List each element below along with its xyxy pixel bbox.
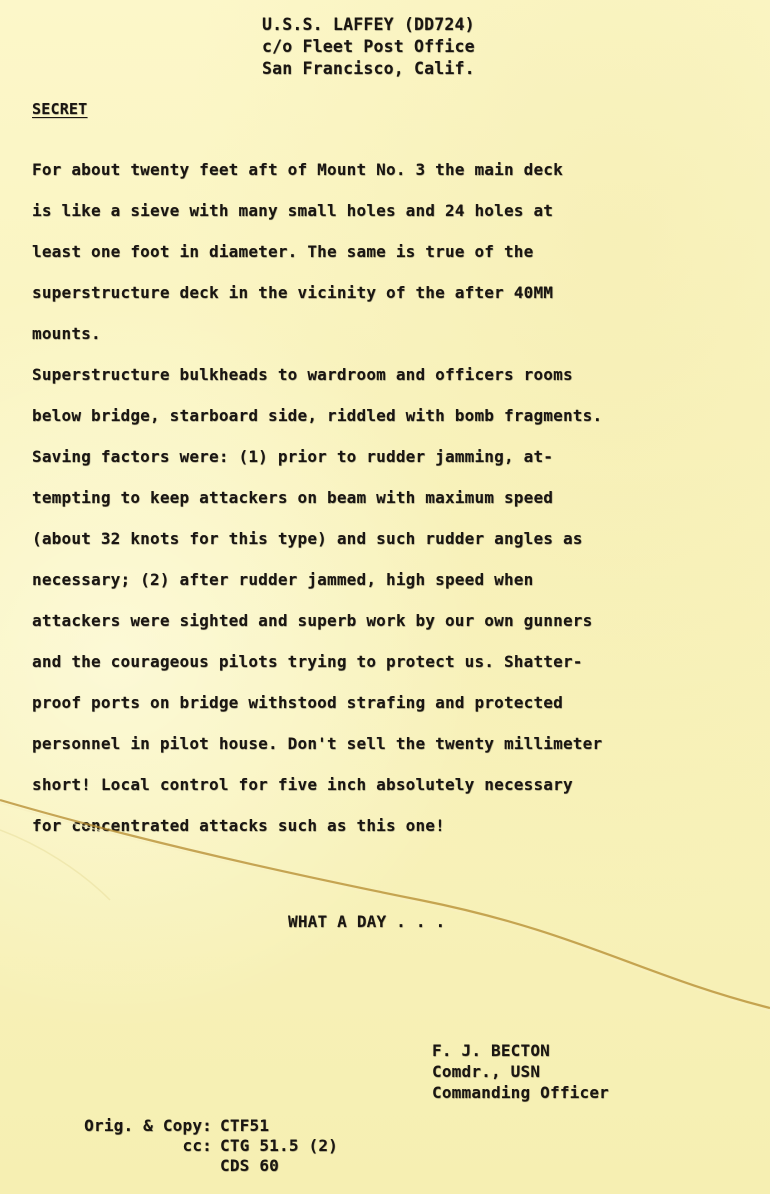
distribution-original-label: Orig. & Copy: xyxy=(84,1116,212,1135)
distribution-cc-value: CDS 60 xyxy=(220,1156,279,1175)
body-line: tempting to keep attackers on beam with maximum speed xyxy=(32,488,554,507)
signature-title: Commanding Officer xyxy=(432,1083,609,1102)
body-line: (about 32 knots for this type) and such rudder angles as xyxy=(32,529,583,548)
body-line: mounts. xyxy=(32,324,101,343)
distribution-cc-extra xyxy=(32,1156,338,1176)
body-line: for concentrated attacks such as this one! xyxy=(32,816,445,835)
signature-block xyxy=(432,1040,609,1103)
distribution-original-value: CTF51 xyxy=(220,1116,270,1135)
body-line: attackers were sighted and superb work by our own gunners xyxy=(32,611,593,630)
letter-body xyxy=(32,158,762,855)
body-line: short! Local control for five inch absolutely necessary xyxy=(32,775,573,794)
distribution-original xyxy=(32,1116,338,1136)
body-line: Saving factors were: (1) prior to rudder jamming, at- xyxy=(32,447,554,466)
letterhead-post-office: c/o Fleet Post Office xyxy=(262,37,475,56)
body-line: least one foot in diameter. The same is true of the xyxy=(32,242,534,261)
distribution-cc-value: CTG 51.5 (2) xyxy=(220,1136,338,1155)
letterhead-ship: U.S.S. LAFFEY (DD724) xyxy=(262,15,475,34)
body-line: below bridge, starboard side, riddled with bomb fragments. xyxy=(32,406,603,425)
body-line: For about twenty feet aft of Mount No. 3 the main deck xyxy=(32,160,563,179)
body-line: and the courageous pilots trying to protect us. Shatter- xyxy=(32,652,583,671)
signature-name: F. J. BECTON xyxy=(432,1041,550,1060)
classification-marking: SECRET xyxy=(32,100,88,118)
closing-remark: WHAT A DAY . . . xyxy=(288,912,446,931)
distribution-cc xyxy=(32,1136,338,1156)
letterhead xyxy=(262,14,475,80)
body-line: superstructure deck in the vicinity of the after 40MM xyxy=(32,283,554,302)
body-line: proof ports on bridge withstood strafing and protected xyxy=(32,693,563,712)
body-line: personnel in pilot house. Don't sell the twenty millimeter xyxy=(32,734,603,753)
distribution-list xyxy=(32,1116,338,1176)
body-line: is like a sieve with many small holes and 24 holes at xyxy=(32,201,554,220)
body-line: necessary; (2) after rudder jammed, high speed when xyxy=(32,570,534,589)
body-line: Superstructure bulkheads to wardroom and officers rooms xyxy=(32,365,573,384)
signature-rank: Comdr., USN xyxy=(432,1062,541,1081)
letterhead-city: San Francisco, Calif. xyxy=(262,59,475,78)
distribution-cc-label: cc: xyxy=(182,1136,212,1155)
